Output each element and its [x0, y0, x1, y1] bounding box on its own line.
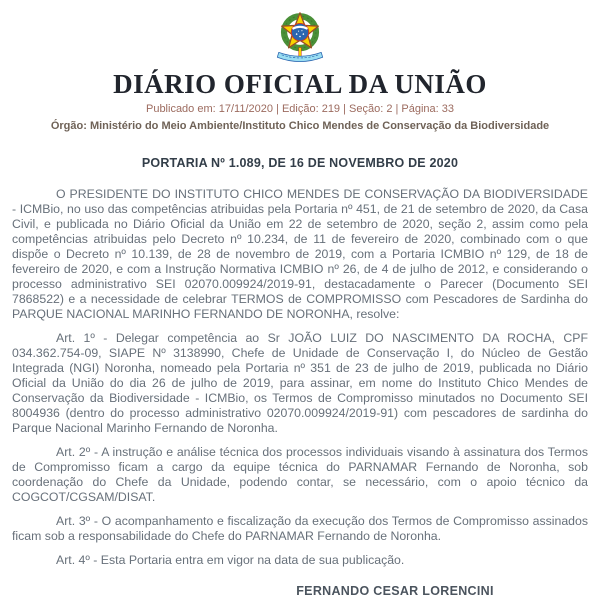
portaria-paragraph-art4: Art. 4º - Esta Portaria entra em vigor na data de sua publicação.: [56, 553, 405, 567]
portaria-title: PORTARIA Nº 1.089, DE 16 DE NOVEMBRO DE 2020: [141, 156, 459, 170]
signature-name: FERNANDO CESAR LORENCINI: [296, 584, 494, 598]
portaria-paragraph-art3: Art. 3º - O acompanhamento e fiscalização da execução dos Termos de Compromisso assinados ficam sob a responsabilidade do Chefe do PARNAMAR Fernando de Noronha.: [12, 514, 588, 543]
brazil-coat-of-arms-icon: [267, 8, 333, 64]
portaria-paragraph-art2: Art. 2º - A instrução e análise técnica dos processos individuais visando à assinatura dos Termos de Compromisso ficam a cargo da equipe técnica do PARNAMAR Fernando de Noronha, sob coordenação do Chefe da Unidade, podendo contar, se necessário, com o apoio técnico da COGCOT/CGSAM/DISAT.: [12, 445, 588, 504]
portaria-body: [12, 156, 588, 598]
gazette-title: DIÁRIO OFICIAL DA UNIÃO: [113, 69, 487, 99]
portaria-paragraph-preamble: O PRESIDENTE DO INSTITUTO CHICO MENDES DE CONSERVAÇÃO DA BIODIVERSIDADE - ICMBio, no uso das competências atribuidas pela Portaria nº 451, de 21 de setembro de 2020, da Casa Civil, e publicada no Diário Oficial da União em 22 de setembro de 2020, seção 2, assim como pela competências atribuidas pelo Decreto nº 10.234, de 11 de fevereiro de 2020, combinado com o que dispõe o Decreto nº 10.139, de 28 de novembro de 2019, com a Portaria ICMBIO nº 129, de 18 de fevereiro de 2020, e com a Instrução Normativa ICMBIO nº 26, de 4 de julho de 2012, e considerando o processo administrativo SEI 02070.009924/2019-91, destacadamente o Parecer (Documento SEI 7868522) e a necessidade de celebrar TERMOS de COMPROMISSO com Pescadores de Sardinha do PARQUE NACIONAL MARINHO FERNANDO DE NORONHA, resolve:: [12, 187, 588, 321]
portaria-text: [12, 187, 588, 568]
organ-line: Órgão: Ministério do Meio Ambiente/Instituto Chico Mendes de Conservação da Biodiversidade: [50, 120, 550, 132]
publication-meta: Publicado em: 17/11/2020 | Edição: 219 | Seção: 2 | Página: 33: [145, 103, 455, 115]
portaria-paragraph-art1: Art. 1º - Delegar competência ao Sr JOÃO LUIZ DO NASCIMENTO DA ROCHA, CPF 034.362.754-09, SIAPE Nº 3138990, Chefe de Unidade de Conservação I, do Núcleo de Gestão Integrada (NGI) Noronha, nomeado pela Portaria nº 351 de 23 de julho de 2019, publicada no Diário Oficial da União do dia 26 de julho de 2019, para assinar, em nome do Instituto Chico Mendes de Conservação da Biodiversidade - ICMBio, os Termos de Compromisso minutados no Documento SEI 8004936 (dentro do processo administrativo 02070.009924/2019-91) com pescadores de sardinha do Parque Nacional Marinho Fernando de Noronha.: [12, 331, 588, 435]
gazette-header: [12, 8, 588, 132]
